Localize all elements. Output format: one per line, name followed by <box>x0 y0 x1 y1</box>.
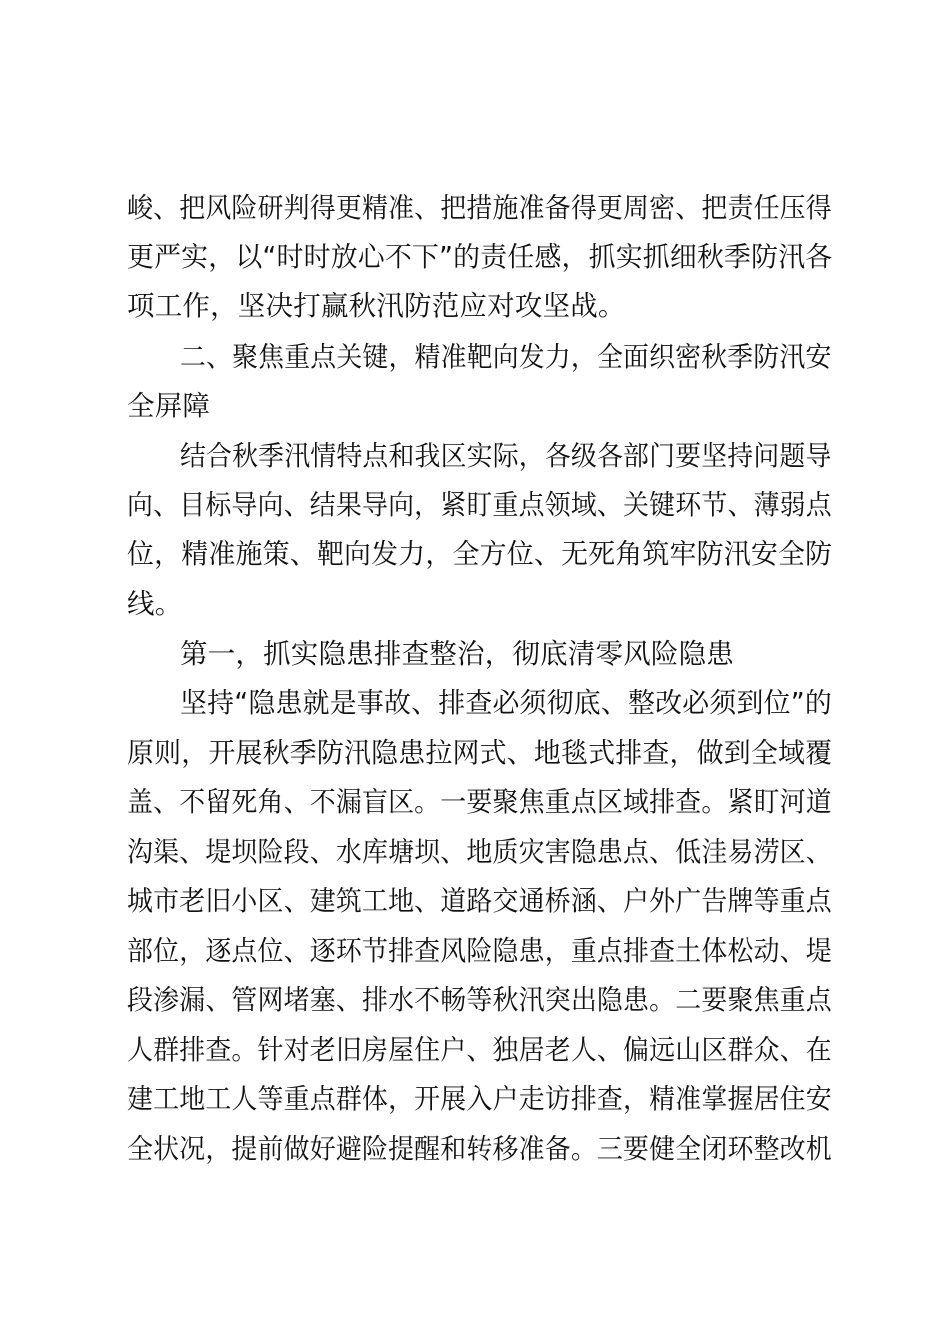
body-text-line: 段渗漏、管网堵塞、排水不畅等秋汛突出隐患。二要聚焦重点 <box>127 984 832 1016</box>
section-heading-line: 二、聚焦重点关键，精准靶向发力，全面织密秋季防汛安 <box>180 341 832 373</box>
body-text-line: 建工地工人等重点群体，开展入户走访排查，精准掌握居住安 <box>127 1083 832 1115</box>
body-text-line: 位，精准施策、靶向发力，全方位、无死角筑牢防汛安全防 <box>127 538 833 570</box>
body-text-line: 向、目标导向、结果导向，紧盯重点领域、关键环节、薄弱点 <box>127 489 832 521</box>
body-text-line: 沟渠、堤坝险段、水库塘坝、地质灾害隐患点、低洼易涝区、 <box>127 836 832 868</box>
body-text-line: 更严实，以“时时放心不下”的责任感，抓实抓细秋季防汛各 <box>127 241 833 273</box>
body-text-line: 峻、把风险研判得更精准、把措施准备得更周密、把责任压得 <box>127 192 832 224</box>
body-text-line: 结合秋季汛情特点和我区实际，各级各部门要坚持问题导 <box>180 440 832 472</box>
body-text-line: 人群排查。针对老旧房屋住户、独居老人、偏远山区群众、在 <box>127 1034 832 1066</box>
body-text-line: 部位，逐点位、逐环节排查风险隐患，重点排查土体松动、堤 <box>127 935 832 967</box>
body-text-line: 全状况，提前做好避险提醒和转移准备。三要健全闭环整改机 <box>127 1133 832 1165</box>
body-text-line: 坚持“隐患就是事故、排查必须彻底、整改必须到位”的 <box>180 687 833 719</box>
body-text-line: 原则，开展秋季防汛隐患拉网式、地毯式排查，做到全域覆 <box>127 737 833 769</box>
subsection-heading-line: 第一，抓实隐患排查整治，彻底清零风险隐患 <box>180 638 734 670</box>
body-text-line: 线。 <box>127 588 183 620</box>
body-text-line: 项工作，坚决打赢秋汛防范应对攻坚战。 <box>127 290 626 322</box>
body-text-line: 盖、不留死角、不漏盲区。一要聚焦重点区域排查。紧盯河道 <box>127 786 832 818</box>
body-text-line: 城市老旧小区、建筑工地、道路交通桥涵、户外广告牌等重点 <box>127 885 832 917</box>
section-heading-line: 全屏障 <box>127 390 211 422</box>
